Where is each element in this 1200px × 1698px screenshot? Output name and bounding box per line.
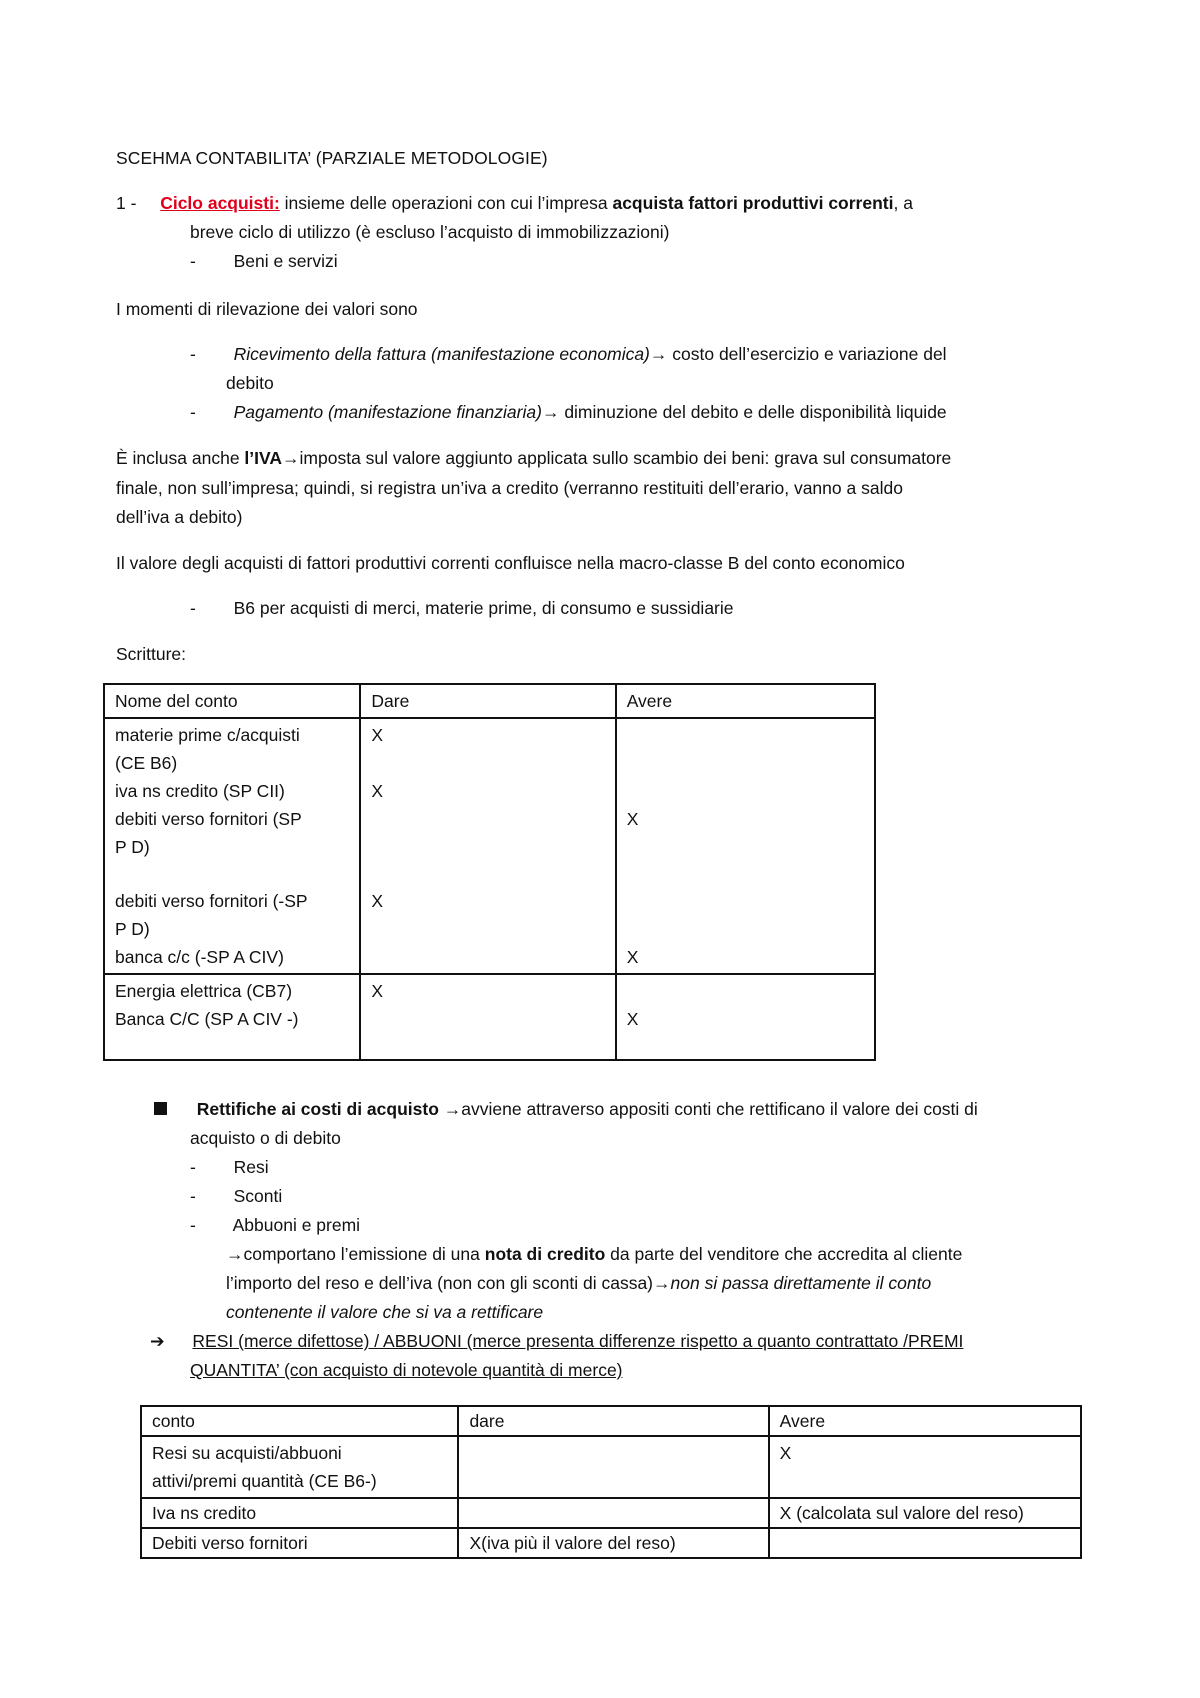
bullet-item <box>190 251 338 272</box>
table-header-cell: conto <box>141 1406 458 1436</box>
table-row <box>141 1498 1081 1528</box>
momenti-item-2-italic: Pagamento (manifestazione finanziaria) <box>233 402 542 422</box>
table-cell-avere <box>769 1528 1081 1558</box>
cell-line: Energia elettrica (CB7) <box>115 981 293 1001</box>
cell-line: (CE B6) <box>115 753 178 773</box>
arrow-icon: → <box>541 402 560 422</box>
cell-line: Resi su acquisti/abbuoni <box>152 1443 342 1463</box>
cell-line: X <box>371 781 384 801</box>
resi-text: RESI (merce difettose) / ABBUONI (merce presenta differenze rispetto a quanto contrattato /PREMI <box>192 1331 964 1351</box>
rettifiche-item-text: Resi <box>233 1157 269 1177</box>
cell-spacer <box>627 749 864 777</box>
rettifiche-line-1 <box>154 1099 978 1120</box>
table-row <box>104 718 875 974</box>
rettifiche-item <box>190 1186 282 1207</box>
note-bold: nota di credito <box>484 1244 606 1264</box>
cell-spacer <box>627 721 864 749</box>
cell-line: Banca C/C (SP A CIV -) <box>115 1009 299 1029</box>
table-cell-dare <box>458 1498 768 1528</box>
note-text: comportano l’emissione di una <box>243 1244 485 1264</box>
section-1-line <box>116 193 913 214</box>
rettifiche-item <box>190 1215 360 1236</box>
momenti-item-1-text: costo dell’esercizio e variazione del <box>667 344 947 364</box>
arrow-icon: → <box>443 1099 462 1119</box>
scritture-label: Scritture: <box>116 644 187 664</box>
table-cell-avere <box>616 718 875 974</box>
cell-spacer <box>627 915 864 943</box>
dash-icon: - <box>190 251 196 271</box>
rettifiche-text: avviene attraverso appositi conti che rettificano il valore dei costi di <box>461 1099 978 1119</box>
cell-spacer <box>115 861 349 887</box>
cell-line: attivi/premi quantità (CE B6-) <box>152 1471 377 1491</box>
iva-paragraph-line-2: finale, non sull’impresa; quindi, si registra un’iva a credito (verranno restituiti dell’erario, vanno a saldo <box>116 478 903 498</box>
cell-spacer <box>627 833 864 861</box>
table-header-cell: dare <box>458 1406 768 1436</box>
momenti-item-1-line-2: debito <box>226 373 274 393</box>
momenti-intro: I momenti di rilevazione dei valori sono <box>116 299 418 319</box>
table-cell-conto <box>141 1436 458 1498</box>
section-text-end: , a <box>893 193 913 213</box>
dash-icon: - <box>190 1215 196 1235</box>
table-cell-dare <box>458 1436 768 1498</box>
dash-icon: - <box>190 344 196 364</box>
resi-table <box>140 1405 1082 1559</box>
cell-line: materie prime c/acquisti <box>115 725 300 745</box>
dash-icon: - <box>190 598 196 618</box>
cell-spacer <box>371 833 604 861</box>
cell-line: banca c/c (-SP A CIV) <box>115 947 284 967</box>
table-cell-dare <box>360 974 615 1060</box>
cell-spacer <box>371 861 604 887</box>
cell-spacer <box>371 749 604 777</box>
rettifiche-item <box>190 1157 269 1178</box>
section-bold-text: acquista fattori produttivi correnti <box>612 193 894 213</box>
arrow-icon: → <box>226 1244 244 1264</box>
cell-line: iva ns credito (SP CII) <box>115 781 285 801</box>
table-cell-conto <box>104 718 360 974</box>
section-heading: Ciclo acquisti: <box>160 193 280 213</box>
table-header-cell: Avere <box>769 1406 1081 1436</box>
rettifiche-note-line-2 <box>226 1273 931 1294</box>
cell-spacer <box>627 861 864 887</box>
iva-text-b: imposta sul valore aggiunto applicata sullo scambio dei beni: grava sul consumatore <box>299 448 952 468</box>
table-cell-avere: X <box>769 1436 1081 1498</box>
iva-text: È inclusa anche <box>116 448 245 468</box>
arrow-icon: → <box>649 344 668 364</box>
table-header-row <box>141 1406 1081 1436</box>
cell-line: X <box>626 1009 639 1029</box>
resi-line-1 <box>150 1331 963 1352</box>
table-row <box>141 1528 1081 1558</box>
table-header-cell: Dare <box>360 684 615 718</box>
iva-bold: l’IVA <box>244 448 283 468</box>
table-cell-dare: X(iva più il valore del reso) <box>458 1528 768 1558</box>
scritture-table <box>103 683 876 1061</box>
cell-line: X <box>371 725 384 745</box>
rettifiche-item-text: Sconti <box>233 1186 283 1206</box>
momenti-item-1-italic: Ricevimento della fattura (manifestazione economica) <box>233 344 650 364</box>
arrow-bullet-icon: ➔ <box>150 1331 165 1351</box>
cell-line: P D) <box>115 837 150 857</box>
cell-line: X <box>626 809 639 829</box>
table-row <box>141 1436 1081 1498</box>
momenti-item-2-text: diminuzione del debito e delle disponibilità liquide <box>559 402 947 422</box>
table-cell-conto <box>104 974 360 1060</box>
dash-icon: - <box>190 402 196 422</box>
table-header-cell: Avere <box>616 684 875 718</box>
table-row <box>104 974 875 1060</box>
rettifiche-bold: Rettifiche ai costi di acquisto <box>196 1099 439 1119</box>
valore-bullet-text: B6 per acquisti di merci, materie prime, di consumo e sussidiarie <box>233 598 734 618</box>
cell-line: debiti verso fornitori (-SP <box>115 891 308 911</box>
cell-spacer <box>371 805 604 833</box>
table-cell-avere: X (calcolata sul valore del reso) <box>769 1498 1081 1528</box>
section-text: insieme delle operazioni con cui l’impresa <box>279 193 613 213</box>
note-text-b: da parte del venditore che accredita al cliente <box>605 1244 963 1264</box>
table-header-row <box>104 684 875 718</box>
cell-line: P D) <box>115 919 150 939</box>
valore-bullet <box>190 598 734 619</box>
note-italic: non si passa direttamente il conto <box>670 1273 932 1293</box>
iva-paragraph-line-1 <box>116 448 951 469</box>
document-title: SCEHMA CONTABILITA’ (PARZIALE METODOLOGIE) <box>116 148 548 168</box>
table-header-cell: Nome del conto <box>104 684 360 718</box>
rettifiche-note-line-3 <box>226 1302 543 1323</box>
dash-icon: - <box>190 1157 196 1177</box>
section-number: 1 - <box>116 193 137 213</box>
cell-spacer <box>627 887 864 915</box>
cell-line: X <box>371 891 384 911</box>
table-cell-dare <box>360 718 615 974</box>
momenti-item-2 <box>190 402 947 423</box>
bullet-text: Beni e servizi <box>233 251 338 271</box>
cell-line: X <box>626 947 639 967</box>
note-italic: contenente il valore che si va a rettificare <box>226 1302 544 1322</box>
cell-spacer <box>627 777 864 805</box>
rettifiche-note-line-1 <box>226 1244 962 1265</box>
rettifiche-line-2: acquisto o di debito <box>190 1128 341 1148</box>
resi-line-2: QUANTITA’ (con acquisto di notevole quantità di merce) <box>190 1360 623 1380</box>
arrow-icon: → <box>653 1273 671 1293</box>
cell-spacer <box>627 977 864 1005</box>
valore-paragraph: Il valore degli acquisti di fattori produttivi correnti confluisce nella macro-classe B del conto economico <box>116 553 905 573</box>
note-text: l’importo del reso e dell’iva (non con gli sconti di cassa) <box>226 1273 654 1293</box>
dash-icon: - <box>190 1186 196 1206</box>
section-1-line-2: breve ciclo di utilizzo (è escluso l’acquisto di immobilizzazioni) <box>190 222 670 242</box>
table-cell-conto: Debiti verso fornitori <box>141 1528 458 1558</box>
iva-paragraph-line-3: dell’iva a debito) <box>116 507 243 527</box>
arrow-icon: → <box>282 448 300 468</box>
table-cell-avere <box>616 974 875 1060</box>
cell-line: X <box>371 981 384 1001</box>
table-cell-conto: Iva ns credito <box>141 1498 458 1528</box>
square-bullet-icon <box>154 1102 167 1115</box>
cell-line: debiti verso fornitori (SP <box>115 809 302 829</box>
momenti-item-1 <box>190 344 947 365</box>
rettifiche-item-text: Abbuoni e premi <box>232 1215 361 1235</box>
